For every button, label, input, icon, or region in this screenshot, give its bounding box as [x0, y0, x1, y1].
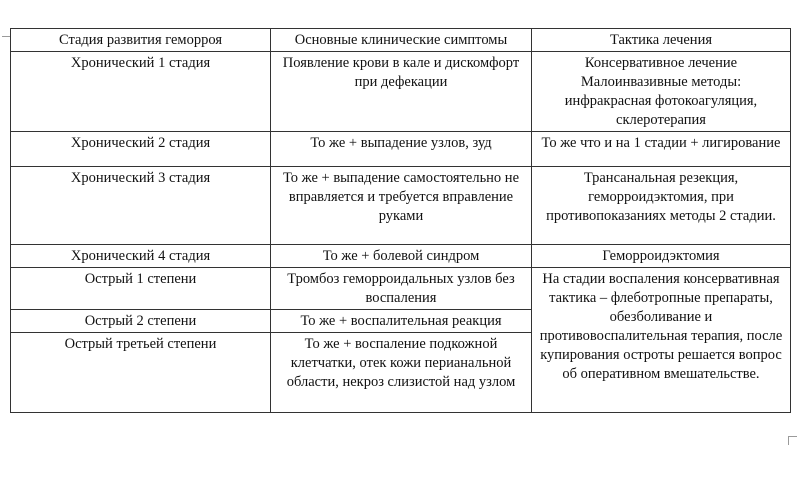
treatment-cell: Геморроидэктомия — [532, 245, 791, 268]
table-row — [11, 268, 791, 310]
symptoms-cell: То же + воспаление подкожной клетчатки, отек кожи перианальной области, некроз слизистой над узлом — [271, 333, 532, 413]
treatment-cell: Консервативное лечение Малоинвазивные методы: инфракрасная фотокоагуляция, склеротерапия — [532, 52, 791, 132]
stage-cell: Хронический 4 стадия — [11, 245, 271, 268]
table-row — [11, 245, 791, 268]
table-row — [11, 132, 791, 167]
table-row — [11, 167, 791, 245]
page-corner-mark-bottom-right — [788, 436, 797, 445]
symptoms-cell: То же + болевой синдром — [271, 245, 532, 268]
header-symptoms: Основные клинические симптомы — [271, 29, 532, 52]
stage-cell: Острый третьей степени — [11, 333, 271, 413]
header-treatment: Тактика лечения — [532, 29, 791, 52]
stage-cell: Острый 1 степени — [11, 268, 271, 310]
stage-cell: Хронический 1 стадия — [11, 52, 271, 132]
treatment-cell: Трансанальная резекция, геморроидэктомия, при противопоказаниях методы 2 стадии. — [532, 167, 791, 245]
acute-treatment-cell: На стадии воспаления консервативная тактика – флеботропные препараты, обезболивание и противовоспалительная терапия, после купирования остроты решается вопрос об оперативном вмешательстве. — [532, 268, 791, 413]
table-row — [11, 52, 791, 132]
symptoms-cell: То же + выпадение самостоятельно не вправляется и требуется вправление руками — [271, 167, 532, 245]
stage-cell: Острый 2 степени — [11, 310, 271, 333]
stage-cell: Хронический 3 стадия — [11, 167, 271, 245]
symptoms-cell: Появление крови в кале и дискомфорт при дефекации — [271, 52, 532, 132]
stage-cell: Хронический 2 стадия — [11, 132, 271, 167]
hemorrhoid-stages-table — [10, 28, 791, 413]
treatment-cell: То же что и на 1 стадии + лигирование — [532, 132, 791, 167]
header-stage: Стадия развития геморроя — [11, 29, 271, 52]
symptoms-cell: То же + выпадение узлов, зуд — [271, 132, 532, 167]
symptoms-cell: Тромбоз геморроидальных узлов без воспаления — [271, 268, 532, 310]
table-header-row — [11, 29, 791, 52]
symptoms-cell: То же + воспалительная реакция — [271, 310, 532, 333]
